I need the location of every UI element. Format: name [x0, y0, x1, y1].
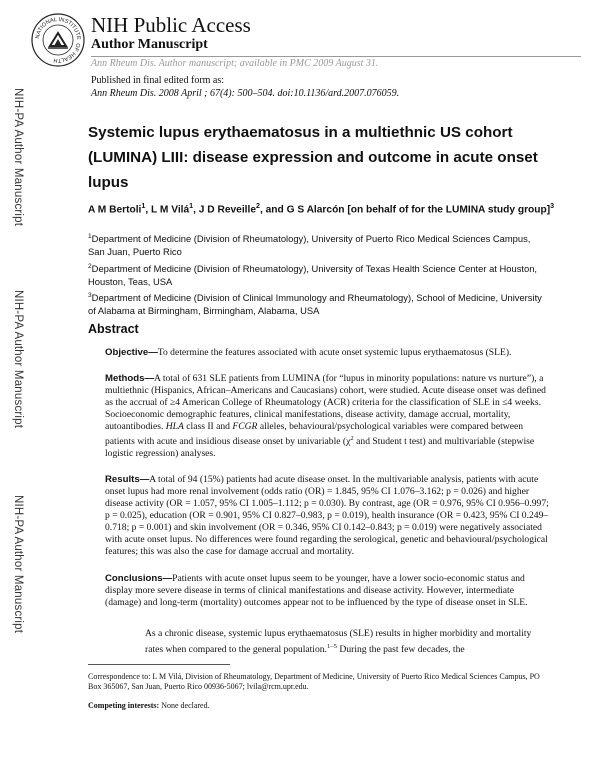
- published-as-label: Published in final edited form as:: [91, 75, 225, 86]
- svg-text:OF HEALTH: OF HEALTH: [53, 42, 81, 64]
- abstract-conclusions: Conclusions—Patients with acute onset lupus seem to be younger, have a lower socio-economic status and display more severe disease in terms of clinical manifestations and disease activity. However, intermediate (damage) and long-term (mortality) outcomes appear not to be influenced by the type of disease onset in SLE.: [105, 573, 528, 608]
- affiliation-1: $^1$Department of Medicine (Division of Rheumatology), University of Puerto Rico Medical Sciences Campus, San Juan, Puerto Rico: [88, 233, 531, 258]
- header-divider: [91, 56, 581, 57]
- author-affiliation-marker: 3: [550, 202, 555, 210]
- header-published-note: Ann Rheum Dis. Author manuscript; available in PMC 2009 August 31.: [91, 58, 379, 69]
- correspondence-footnote: Correspondence to: L M Vilá, Division of Rheumatology, Department of Medicine, University of Puerto Rico Medical Sciences Campus, PO Box 365067, San Juan, Puerto Rico 00936-5067; lvila@rcm.upr.edu.: [88, 672, 540, 691]
- header-subtitle: Author Manuscript: [91, 37, 208, 52]
- author-affiliation-marker: 1: [189, 202, 194, 210]
- competing-interests: Competing interests: None declared.: [88, 701, 210, 710]
- author-name: L M Vilá: [151, 204, 190, 216]
- abstract-heading: Abstract: [88, 322, 139, 336]
- citation: Ann Rheum Dis. 2008 April ; 67(4): 500–504. doi:10.1136/ard.2007.076059.: [91, 88, 400, 99]
- abstract-methods: Methods—A total of 631 SLE patients from LUMINA (for “lupus in minority populations: nature vs nurture”), a multiethnic (Hispanics, African–Americans and Caucasians) cohort, were studied. Acute disease onset was defined as the accrual of ≥4 American College of Rheumatology (ACR) criteria for the classification of SLE in ≤4 weeks. Socioeconomic demographic features, clinical manifestations, disease activity, damage accrual, mortality, autoantibodies. HLA class II and FCGR alleles, behavioural/psychological variables were compared between patients with acute and insidious disease onset by univariable ($\chi^2$ and Student t test) and multivariable (stepwise logistic regression) analyses.: [105, 373, 546, 460]
- body-paragraph: As a chronic disease, systemic lupus erythaematosus (SLE) results in higher morbidity and mortality rates when compared to the general population.$^{1-5}$ During the past few decades, the: [145, 628, 532, 655]
- author-name: J D Reveille: [198, 204, 256, 216]
- header-title: NIH Public Access: [91, 13, 251, 37]
- author-list: A M Bertoli$^1$, L M Vilá$^1$, J D Reveille$^2$, and G S Alarcón [on behalf of for the LUMINA study group]$^3$: [88, 202, 555, 216]
- author-affiliation-marker: 2: [256, 202, 260, 210]
- nih-logo-icon: [30, 12, 86, 68]
- affiliation-3: $^3$Department of Medicine (Division of Clinical Immunology and Rheumatology), School of Medicine, University of Alabama at Birmingham, Birmingham, Alabama, USA: [88, 292, 542, 317]
- abstract-objective: Objective—To determine the features associated with acute onset systemic lupus erythaematosus (SLE).: [105, 347, 512, 358]
- footnote-divider: [88, 664, 230, 665]
- author-name: A M Bertoli: [88, 204, 142, 216]
- author-name: G S Alarcón [on behalf of for the LUMINA study group]: [286, 204, 551, 216]
- sidebar-label: NIH-PA Author Manuscript: [12, 495, 24, 634]
- author-affiliation-marker: 1: [141, 202, 146, 210]
- sidebar-label: NIH-PA Author Manuscript: [12, 290, 24, 429]
- sidebar-label: NIH-PA Author Manuscript: [12, 88, 24, 227]
- svg-text:NATIONAL INSTITUTES: NATIONAL INSTITUTE: [34, 16, 82, 41]
- affiliation-2: $^2$Department of Medicine (Division of Rheumatology), University of Texas Health Science Center at Houston, Houston, Teas, USA: [88, 263, 538, 288]
- article-title: Systemic lupus erythaematosus in a multiethnic US cohort (LUMINA) LIII: disease expression and outcome in acute onset lupus: [88, 124, 538, 191]
- abstract-results: Results—A total of 94 (15%) patients had acute disease onset. In the multivariable analysis, patients with acute onset lupus had more renal involvement (odds ratio (OR) = 1.845, 95% CI 1.076–3.162; p = 0.026) and higher disease activity (OR = 1.057, 95% CI 1.005–1.112; p = 0.030). By contrast, age (OR = 0.976, 95% CI 0.956–0.997; p = 0.025), education (OR = 0.901, 95% CI 0.827–0.983, p = 0.019), health insurance (OR = 0.423, 95% CI 0.249–0.718; p = 0.001) and skin involvement (OR = 0.346, 95% CI 0.142–0.843; p = 0.019) were negatively associated with acute onset lupus. No differences were found regarding the serological, genetic and behavioural/psychological features; this was also the case for damage accrual and mortality.: [105, 474, 549, 557]
